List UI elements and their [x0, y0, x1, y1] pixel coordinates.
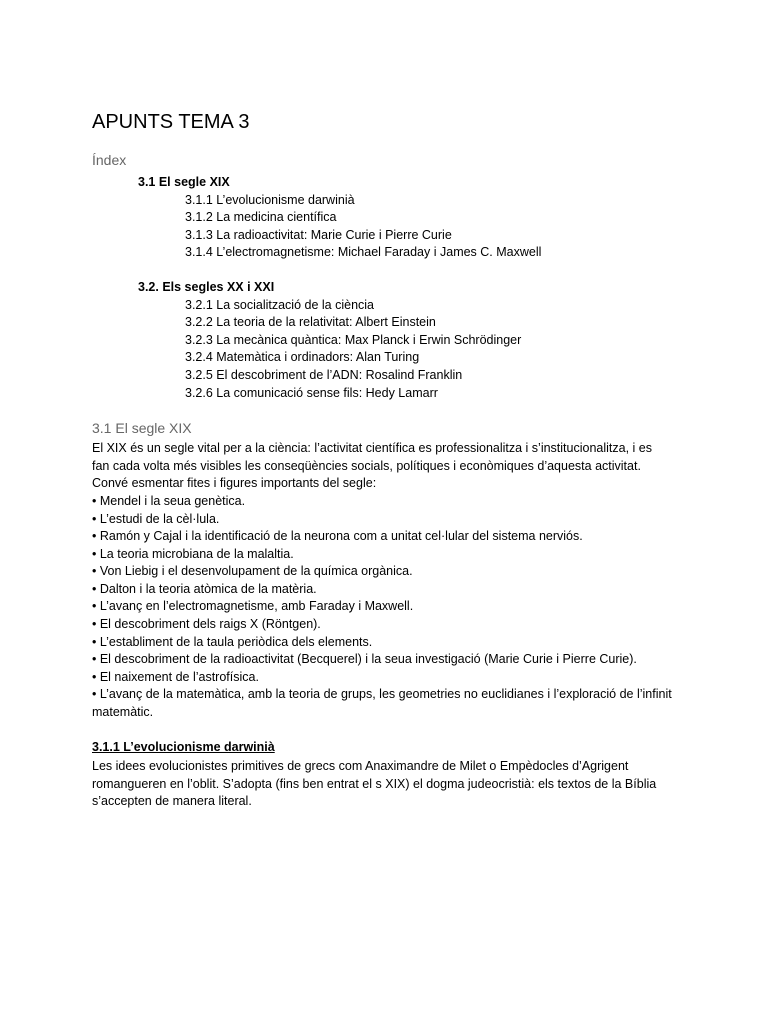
- index-heading: Índex: [92, 152, 127, 168]
- toc-item-3-2-3: 3.2.3 La mecànica quàntica: Max Planck i Erwin Schrödinger: [185, 332, 522, 347]
- table-of-contents: [92, 174, 672, 402]
- document-title: APUNTS TEMA 3: [92, 111, 250, 133]
- list-item: • Dalton i la teoria atòmica de la matèria.: [92, 581, 317, 596]
- section-intro-paragraph: El XIX és un segle vital per a la ciència: l’activitat científica es professionalitza i s’institucionalitza, i es fan cada volta més visibles les conseqüències socials, polítiques i econòmiques d’aquesta activitat.: [92, 441, 652, 473]
- toc-item-3-2-6: 3.2.6 La comunicació sense fils: Hedy Lamarr: [185, 385, 438, 400]
- list-item: • L’avanç de la matemàtica, amb la teoria de grups, les geometries no euclidianes i l’exploració de l’infinit matemàtic.: [92, 687, 672, 720]
- milestones-list: [92, 493, 672, 722]
- toc-item-3-1-4: 3.1.4 L’electromagnetisme: Michael Faraday i James C. Maxwell: [185, 245, 542, 260]
- list-item: • L’avanç en l’electromagnetisme, amb Faraday i Maxwell.: [92, 599, 414, 614]
- section-3-1-body: [92, 440, 672, 722]
- toc-section-3-1: 3.1 El segle XIX: [138, 175, 230, 189]
- list-item: • L’estudi de la cèl·lula.: [92, 511, 220, 526]
- toc-item-3-2-2: 3.2.2 La teoria de la relativitat: Albert Einstein: [185, 315, 436, 330]
- subsection-paragraph: Les idees evolucionistes primitives de grecs com Anaximandre de Milet o Empèdocles d’Agrigent romangueren en l’oblit. S’adopta (fins ben entrat el s XIX) el dogma judeocristià: els textos de la Bíblia s’accepten de manera literal.: [92, 759, 657, 809]
- toc-section-3-2: 3.2. Els segles XX i XXI: [138, 279, 275, 294]
- list-item: • El naixement de l’astrofísica.: [92, 669, 259, 684]
- list-item: • El descobriment dels raigs X (Röntgen).: [92, 617, 321, 632]
- subsection-3-1-1-body: [92, 758, 672, 811]
- toc-item-3-2-1: 3.2.1 La socialització de la ciència: [185, 297, 375, 312]
- subsection-heading-3-1-1: 3.1.1 L’evolucionisme darwinià: [92, 739, 275, 754]
- document-page: [92, 108, 672, 811]
- list-item: • L’establiment de la taula periòdica dels elements.: [92, 634, 373, 649]
- toc-item-3-1-1: 3.1.1 L’evolucionisme darwinià: [185, 192, 355, 207]
- toc-item-3-2-4: 3.2.4 Matemàtica i ordinadors: Alan Turing: [185, 350, 420, 365]
- list-item: • Mendel i la seua genètica.: [92, 493, 246, 508]
- section-heading-3-1: 3.1 El segle XIX: [92, 420, 192, 437]
- toc-item-3-1-2: 3.1.2 La medicina científica: [185, 210, 337, 225]
- toc-item-3-2-5: 3.2.5 El descobriment de l’ADN: Rosalind Franklin: [185, 367, 463, 382]
- toc-item-3-1-3: 3.1.3 La radioactivitat: Marie Curie i Pierre Curie: [185, 227, 452, 242]
- list-item: • Von Liebig i el desenvolupament de la química orgànica.: [92, 564, 413, 579]
- list-item: • Ramón y Cajal i la identificació de la neurona com a unitat cel·lular del sistema nerviós.: [92, 529, 583, 544]
- list-item: • El descobriment de la radioactivitat (Becquerel) i la seua investigació (Marie Curie i Pierre Curie).: [92, 652, 637, 667]
- section-lead-paragraph: Convé esmentar fites i figures importants del segle:: [92, 476, 377, 491]
- list-item: • La teoria microbiana de la malaltia.: [92, 546, 294, 561]
